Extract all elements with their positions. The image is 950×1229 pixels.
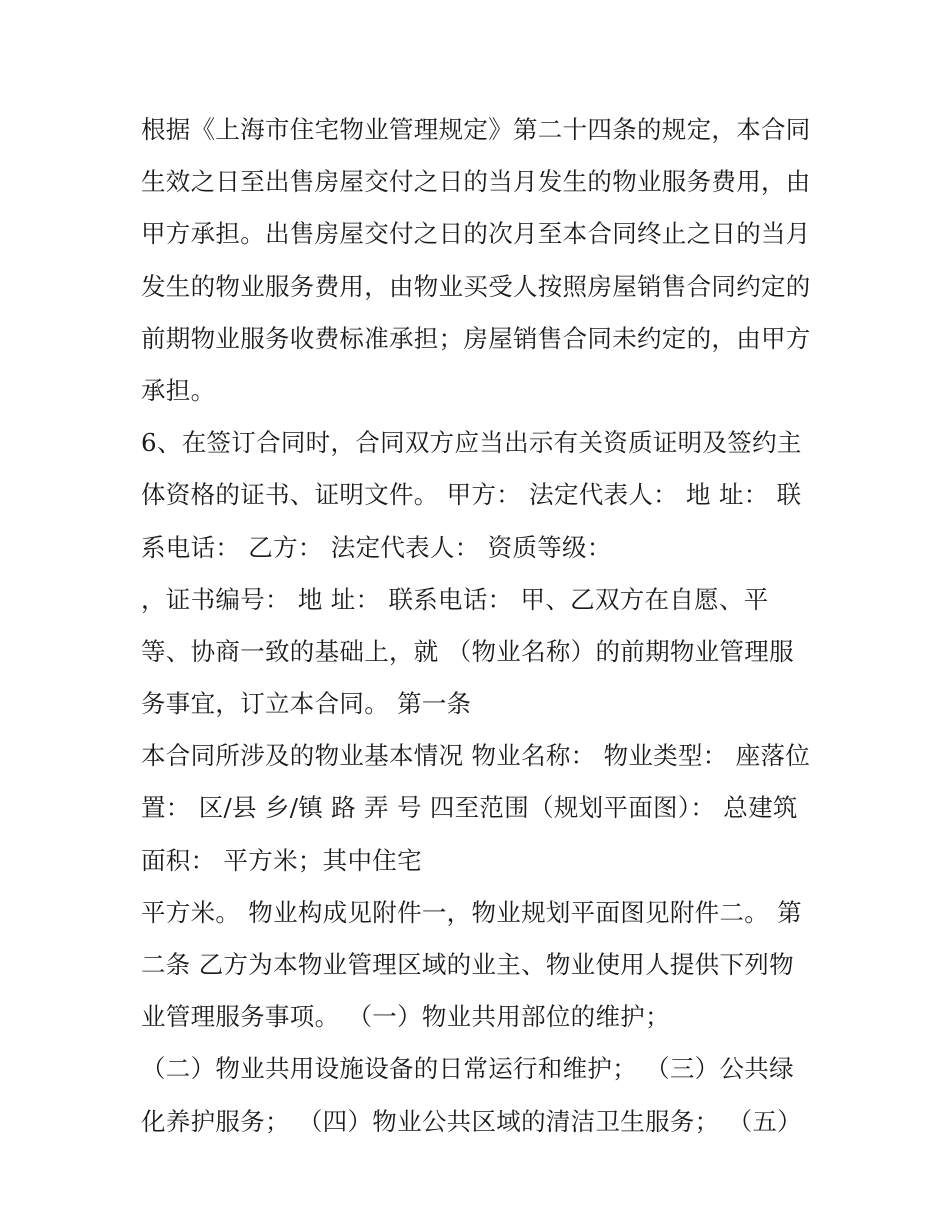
text-line: 系电话： 乙方： 法定代表人： 资质等级： <box>141 532 612 562</box>
text-line: 平方米。 物业构成见附件一，物业规划平面图见附件二。 第 <box>141 897 802 927</box>
text-line: 发生的物业服务费用，由物业买受人按照房屋销售合同约定的 <box>141 271 811 301</box>
text-line: 前期物业服务收费标准承担；房屋销售合同未约定的，由甲方 <box>141 323 811 353</box>
text-line: 二条 乙方为本物业管理区域的业主、物业使用人提供下列物 <box>141 950 794 979</box>
text-line: 体资格的证书、证明文件。 甲方： 法定代表人： 地 址： 联 <box>141 480 802 510</box>
text-line: 务事宜，订立本合同。 第一条 <box>141 689 472 719</box>
text-line: 业管理服务事项。 （一）物业共用部位的维护； <box>141 1002 670 1032</box>
text-line: 生效之日至出售房屋交付之日的当月发生的物业服务费用，由 <box>141 167 811 197</box>
text-line: 根据《上海市住宅物业管理规定》第二十四条的规定，本合同 <box>141 115 811 144</box>
text-line: 本合同所涉及的物业基本情况 物业名称： 物业类型： 座落位 <box>141 741 811 771</box>
text-line: 甲方承担。出售房屋交付之日的次月至本合同终止之日的当月 <box>141 219 811 249</box>
text-line: 6、在签订合同时，合同双方应当出示有关资质证明及签约主 <box>141 428 802 458</box>
text-line: 面积： 平方米；其中住宅 <box>141 845 422 875</box>
text-line: 置： 区/县 乡/镇 路 弄 号 四至范围（规划平面图）： 总建筑 <box>141 793 798 823</box>
text-line: （二）物业共用设施设备的日常运行和维护； （三）公共绿 <box>141 1054 794 1084</box>
text-line: 等、协商一致的基础上，就 （物业名称）的前期物业管理服 <box>141 636 794 666</box>
text-line: 承担。 <box>141 375 216 405</box>
text-line: ，证书编号： 地 址： 联系电话： 甲、乙双方在自愿、平 <box>141 584 769 614</box>
contract-text-body <box>141 104 831 1148</box>
text-line: 化养护服务； （四）物业公共区域的清洁卫生服务； （五） <box>141 1106 802 1136</box>
